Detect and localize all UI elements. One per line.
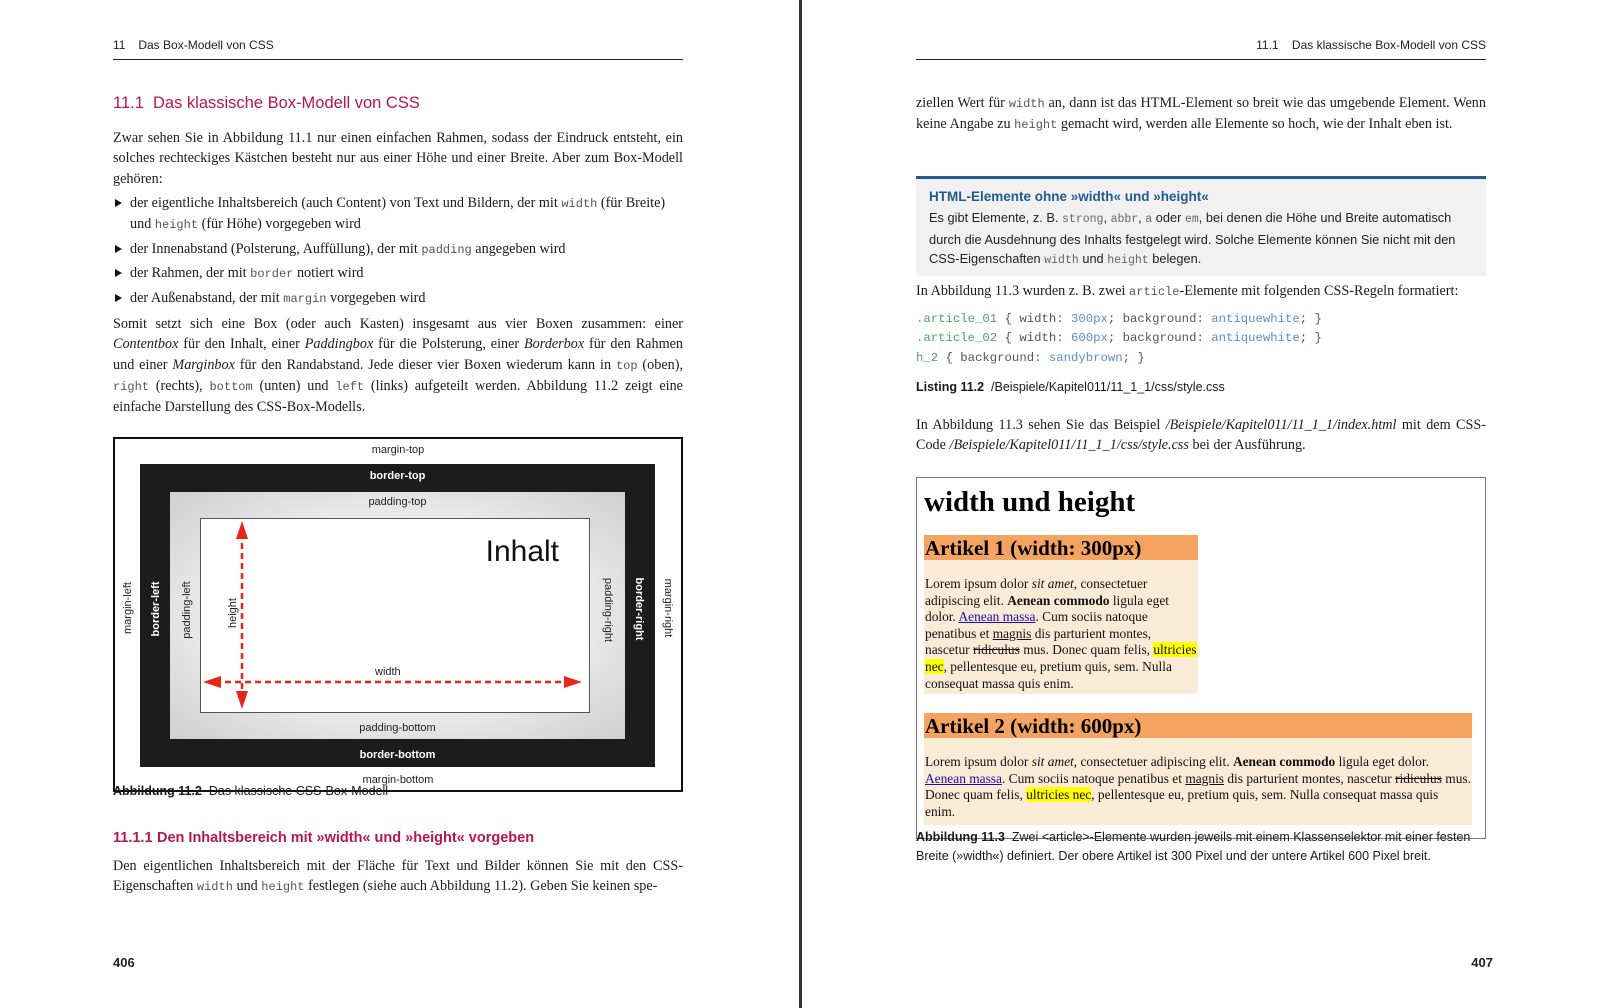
subsection-title: Den Inhaltsbereich mit »width« und »height« vorgeben	[157, 830, 535, 846]
intro-paragraph: Zwar sehen Sie in Abbildung 11.1 nur einen einfachen Rahmen, sodass der Eindruck entsteht, ein solches rechteckiges Kästchen besteht nur aus einer Höhe und einer Breite. Aber zum Box-Modell gehören:	[113, 130, 683, 187]
padding-box	[170, 492, 625, 739]
section-title: Das klassische Box-Modell von CSS	[153, 94, 420, 112]
figure-label: Abbildung 11.3	[916, 830, 1005, 844]
subsection-paragraph: Den eigentlichen Inhaltsbereich mit der Fläche für Text und Bilder können Sie mit den CSS-Eigenschaften width und height festlegen (siehe auch Abbildung 11.2). Geben Sie keinen spe-	[113, 858, 683, 895]
article-2-title: Artikel 2 (width: 600px)	[924, 713, 1472, 738]
list-item: der Rahmen, der mit border notiert wird	[113, 263, 683, 284]
section-title: Das klassische Box-Modell von CSS	[1291, 38, 1486, 52]
box-model-diagram	[113, 437, 683, 792]
figure-label: Abbildung 11.2	[113, 784, 202, 798]
padding-right-label: padding-right	[602, 577, 614, 643]
margin-bottom-label: margin-bottom	[362, 774, 434, 786]
browser-screenshot-figure	[916, 477, 1486, 839]
article-1-text: Lorem ipsum dolor sit amet, consectetuer adipiscing elit. Aenean commodo ligula eget dolor. Aenean massa. Cum sociis natoque penatibus et magnis dis parturient montes, nascetur ridiculus mus. Donec quam felis, ultricies nec, pellentesque eu, pretium quis, sem. Nulla consequat massa quis enim.	[925, 576, 1197, 691]
dimension-arrows-icon	[201, 519, 591, 714]
border-left-label: border-left	[150, 581, 162, 637]
info-box-title: HTML-Elemente ohne »width« und »height«	[929, 189, 1209, 204]
subsection-number: 11.1.1	[113, 830, 153, 846]
running-head	[113, 38, 683, 60]
border-right-label: border-right	[633, 577, 645, 641]
figure-caption-text: Das klassische CSS-Box-Modell	[208, 784, 389, 798]
right-page	[916, 0, 1493, 1008]
list-item: der eigentliche Inhaltsbereich (auch Content) von Text und Bildern, der mit width (für Breite) und height (für Höhe) vorgegeben wird	[113, 193, 683, 235]
figure-caption-text: Zwei <article>-Elemente wurden jeweils mit einem Klassenselektor mit einer festen Breite (»width«) definiert. Der obere Artikel ist 300 Pixel und der untere Artikel 600 Pixel breit.	[916, 830, 1471, 863]
listing-path: /Beispiele/Kapitel011/11_1_1/css/style.css	[991, 380, 1225, 394]
border-top-label: border-top	[369, 470, 426, 482]
section-number: 11.1	[1256, 38, 1279, 52]
article-2-link[interactable]: Aenean massa	[925, 770, 1002, 786]
padding-left-label: padding-left	[181, 581, 193, 639]
content-label: Inhalt	[485, 535, 559, 568]
left-page	[113, 0, 683, 1008]
code-line: h_2 { background: sandybrown; }	[916, 350, 1145, 365]
height-label: height	[227, 598, 239, 628]
border-bottom-label: border-bottom	[359, 749, 436, 761]
border-box	[140, 464, 655, 767]
box-model-bullet-list	[113, 193, 683, 312]
subsection-heading	[113, 830, 534, 846]
info-box	[916, 176, 1486, 276]
padding-top-label: padding-top	[368, 496, 427, 508]
chapter-title: Das Box-Modell von CSS	[138, 38, 274, 52]
css-code-listing	[916, 310, 1322, 368]
list-item: der Außenabstand, der mit margin vorgegeben wird	[113, 288, 683, 309]
list-item: der Innenabstand (Polsterung, Auffüllung), der mit padding angegeben wird	[113, 239, 683, 260]
article-1	[924, 535, 1198, 694]
section-number: 11.1	[113, 94, 144, 112]
article-2	[924, 713, 1472, 825]
book-spine-divider	[799, 0, 802, 1008]
padding-bottom-label: padding-bottom	[359, 722, 436, 734]
running-head	[916, 38, 1486, 60]
article-1-link[interactable]: Aenean massa	[958, 609, 1036, 625]
example-paragraph: In Abbildung 11.3 sehen Sie das Beispiel /Beispiele/Kapitel011/11_1_1/index.html mit dem CSS-Code /Beispiele/Kapitel011/11_1_1/css/style.css bei der Ausführung.	[916, 417, 1486, 454]
continued-paragraph: ziellen Wert für width an, dann ist das HTML-Element so breit wie das umgebende Element. Wenn keine Angabe zu height gemacht wird, werden alle Elemente so hoch, wie der Inhalt eben ist.	[916, 95, 1486, 133]
margin-right-label: margin-right	[662, 578, 674, 638]
content-box	[200, 518, 590, 713]
chapter-number: 11	[113, 38, 126, 52]
figure-caption	[916, 828, 1486, 865]
page-number: 407	[1471, 955, 1493, 970]
listing-label: Listing 11.2	[916, 380, 985, 394]
section-heading	[113, 94, 420, 113]
boxes-paragraph: Somit setzt sich eine Box (oder auch Kasten) insgesamt aus vier Boxen zusammen: einer Contentbox für den Inhalt, einer Paddingbox für die Polsterung, einer Borderbox für den Rahmen und einer Marginbox für den Randabstand. Jede dieser vier Boxen wiederum kann in top (oben), right (rechts), bottom (unten) und left (links) aufgeteilt werden. Abbildung 11.2 zeigt eine einfache Darstellung des CSS-Box-Modells.	[113, 316, 683, 416]
width-label: width	[375, 666, 401, 678]
example-heading: width und height	[924, 486, 1136, 518]
article-1-title: Artikel 1 (width: 300px)	[924, 535, 1198, 560]
article-2-text: Lorem ipsum dolor sit amet, consectetuer adipiscing elit. Aenean commodo ligula eget dolor. Aenean massa. Cum sociis natoque penatibus et magnis dis parturient montes, nascetur ridiculus mus. Donec quam felis, ultricies nec, pellentesque eu, pretium quis, sem. Nulla consequat massa quis enim.	[925, 754, 1471, 819]
listing-caption	[916, 378, 1486, 397]
margin-left-label: margin-left	[122, 582, 134, 634]
figure-caption	[113, 782, 683, 801]
code-line: .article_01 { width: 300px; background: antiquewhite; }	[916, 312, 1322, 326]
page-number: 406	[113, 955, 135, 970]
info-box-body: Es gibt Elemente, z. B. strong, abbr, a oder em, bei denen die Höhe und Breite automatisch durch die Ausdehnung des Inhalts festgelegt wird. Solche Elemente können Sie nicht mit den CSS-Eigenschaften width und height belegen.	[929, 210, 1456, 267]
code-line: .article_02 { width: 600px; background: antiquewhite; }	[916, 331, 1322, 346]
listing-intro: In Abbildung 11.3 wurden z. B. zwei article-Elemente mit folgenden CSS-Regeln formatiert:	[916, 283, 1459, 299]
margin-top-label: margin-top	[371, 444, 425, 456]
